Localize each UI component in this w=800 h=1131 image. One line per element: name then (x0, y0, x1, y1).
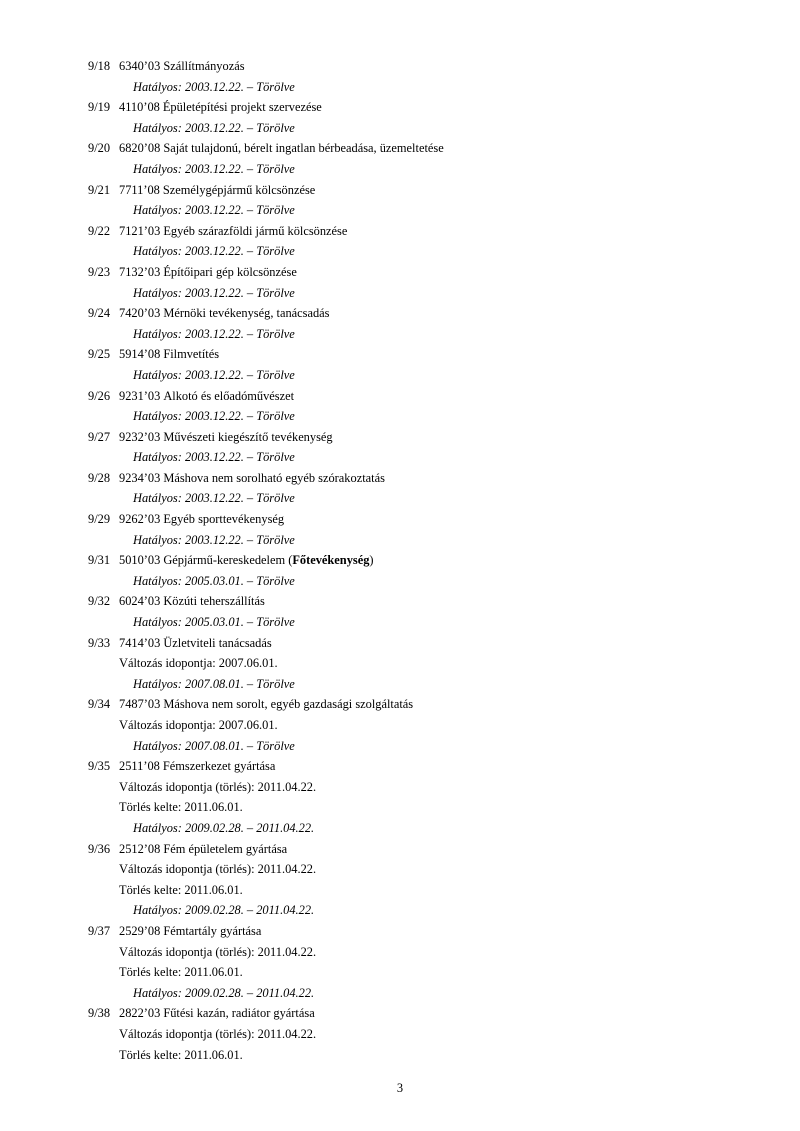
entry-number: 9/21 (88, 182, 111, 197)
entry-number: 9/20 (88, 141, 111, 156)
entry-heading (88, 756, 768, 777)
entry-heading (88, 56, 768, 77)
activity-name: Épületépítési projekt szervezése (162, 100, 322, 115)
activity-list (88, 56, 768, 1065)
validity-line: Hatályos: 2009.02.28. – 2011.04.22. (133, 985, 315, 1000)
activity-name: Filmvetítés (163, 347, 220, 362)
validity-line: Hatályos: 2003.12.22. – Törölve (133, 450, 295, 465)
validity-line: Hatályos: 2003.12.22. – Törölve (133, 367, 295, 382)
entry-number: 9/24 (88, 306, 111, 321)
activity-code: 9234’03 (119, 470, 161, 485)
activity-name: Személygépjármű kölcsönzése (162, 182, 316, 197)
validity-line: Hatályos: 2009.02.28. – 2011.04.22. (133, 820, 315, 835)
activity-entry (88, 97, 768, 138)
activity-code: 2511’08 (119, 759, 160, 774)
activity-entry (88, 427, 768, 468)
activity-entry (88, 262, 768, 303)
activity-name: Fémtartály gyártása (163, 923, 262, 938)
activity-entry (88, 180, 768, 221)
activity-entry (88, 591, 768, 632)
validity-line: Hatályos: 2005.03.01. – Törölve (133, 615, 295, 630)
activity-entry (88, 921, 768, 1003)
activity-entry (88, 138, 768, 179)
activity-code: 2512’08 (119, 841, 161, 856)
entry-heading (88, 694, 768, 715)
activity-entry (88, 839, 768, 921)
validity-line: Hatályos: 2005.03.01. – Törölve (133, 573, 295, 588)
activity-code: 5010’03 (119, 553, 161, 568)
activity-name: Fémszerkezet gyártása (162, 759, 276, 774)
validity-line: Hatályos: 2009.02.28. – 2011.04.22. (133, 903, 315, 918)
change-note: Törlés kelte: 2011.06.01. (119, 882, 243, 897)
entry-number: 9/38 (88, 1006, 111, 1021)
activity-name: Üzletviteli tanácsadás (163, 635, 272, 650)
activity-name: Fém épületelem gyártása (163, 841, 288, 856)
entry-heading (88, 509, 768, 530)
entry-number: 9/26 (88, 388, 111, 403)
activity-code: 4110’08 (119, 100, 160, 115)
activity-code: 9231’03 (119, 388, 161, 403)
change-note: Törlés kelte: 2011.06.01. (119, 965, 243, 980)
entry-heading (88, 921, 768, 942)
entry-heading (88, 839, 768, 860)
activity-entry (88, 550, 768, 591)
activity-entry (88, 221, 768, 262)
activity-code: 7414’03 (119, 635, 161, 650)
entry-heading (88, 303, 768, 324)
validity-line: Hatályos: 2007.08.01. – Törölve (133, 676, 295, 691)
entry-number: 9/34 (88, 697, 111, 712)
validity-line: Hatályos: 2003.12.22. – Törölve (133, 532, 295, 547)
activity-code: 7420’03 (119, 306, 161, 321)
activity-entry (88, 303, 768, 344)
validity-line: Hatályos: 2003.12.22. – Törölve (133, 203, 295, 218)
validity-line: Hatályos: 2003.12.22. – Törölve (133, 244, 295, 259)
validity-line: Hatályos: 2003.12.22. – Törölve (133, 326, 295, 341)
activity-code: 7487’03 (119, 697, 161, 712)
activity-code: 6340’03 (119, 59, 161, 73)
activity-name: Saját tulajdonú, bérelt ingatlan bérbeadása, üzemeltetése (163, 141, 444, 156)
change-note: Törlés kelte: 2011.06.01. (119, 800, 243, 815)
entry-heading (88, 550, 768, 571)
change-note: Változás idopontja: 2007.06.01. (119, 718, 278, 732)
entry-heading (88, 1003, 768, 1024)
activity-code: 7711’08 (119, 182, 160, 197)
entry-heading (88, 97, 768, 118)
activity-entry (88, 56, 768, 97)
entry-number: 9/23 (88, 264, 111, 279)
validity-line: Hatályos: 2003.12.22. – Törölve (133, 285, 295, 300)
change-note: Törlés kelte: 2011.06.01. (119, 1047, 243, 1062)
main-activity-marker: Főtevékenység (292, 553, 370, 568)
entry-number: 9/19 (88, 100, 111, 115)
entry-number: 9/28 (88, 470, 111, 485)
entry-number: 9/31 (88, 553, 111, 568)
activity-name: Közúti teherszállítás (163, 594, 265, 609)
activity-name: Egyéb sporttevékenység (163, 512, 285, 527)
activity-name: Alkotó és előadóművészet (163, 388, 295, 403)
activity-entry (88, 694, 768, 756)
activity-name: Szállítmányozás (163, 59, 245, 73)
entry-number: 9/18 (88, 59, 111, 73)
entry-heading (88, 427, 768, 448)
entry-number: 9/35 (88, 759, 111, 774)
validity-line: Hatályos: 2003.12.22. – Törölve (133, 491, 295, 506)
validity-line: Hatályos: 2003.12.22. – Törölve (133, 79, 295, 94)
activity-entry (88, 509, 768, 550)
change-note: Változás idopontja (törlés): 2011.04.22. (119, 944, 317, 959)
entry-heading (88, 633, 768, 654)
entry-number: 9/27 (88, 429, 111, 444)
activity-name: Máshova nem sorolható egyéb szórakoztatás (163, 470, 385, 485)
entry-heading (88, 468, 768, 489)
entry-heading (88, 591, 768, 612)
activity-code: 2529’08 (119, 923, 161, 938)
activity-name: Mérnöki tevékenység, tanácsadás (163, 306, 330, 321)
activity-entry (88, 1003, 768, 1065)
entry-number: 9/36 (88, 841, 111, 856)
activity-name: Építőipari gép kölcsönzése (163, 264, 297, 279)
activity-code: 2822’03 (119, 1006, 161, 1021)
entry-heading (88, 138, 768, 159)
activity-entry (88, 468, 768, 509)
activity-code: 7132’03 (119, 264, 161, 279)
activity-entry (88, 756, 768, 838)
validity-line: Hatályos: 2003.12.22. – Törölve (133, 161, 295, 176)
activity-name: Művészeti kiegészítő tevékenység (163, 429, 333, 444)
entry-heading (88, 262, 768, 283)
activity-code: 5914’08 (119, 347, 161, 362)
activity-code: 6024’03 (119, 594, 161, 609)
activity-name: Gépjármű-kereskedelem ( (163, 553, 293, 568)
entry-heading (88, 180, 768, 201)
activity-name: Fűtési kazán, radiátor gyártása (163, 1006, 315, 1021)
validity-line: Hatályos: 2003.12.22. – Törölve (133, 409, 295, 424)
activity-entry (88, 344, 768, 385)
change-note: Változás idopontja (törlés): 2011.04.22. (119, 1026, 317, 1041)
activity-name-suffix: ) (369, 553, 374, 568)
entry-number: 9/22 (88, 223, 111, 238)
entry-heading (88, 221, 768, 242)
validity-line: Hatályos: 2003.12.22. – Törölve (133, 120, 295, 135)
activity-code: 9262’03 (119, 512, 161, 527)
entry-number: 9/32 (88, 594, 111, 609)
entry-number: 9/29 (88, 512, 111, 527)
activity-name: Máshova nem sorolt, egyéb gazdasági szolgáltatás (163, 697, 414, 712)
change-note: Változás idopontja (törlés): 2011.04.22. (119, 862, 317, 877)
entry-heading (88, 386, 768, 407)
entry-number: 9/37 (88, 923, 111, 938)
change-note: Változás idopontja: 2007.06.01. (119, 656, 278, 671)
activity-name: Egyéb szárazföldi jármű kölcsönzése (163, 223, 348, 238)
activity-code: 7121’03 (119, 223, 161, 238)
entry-number: 9/33 (88, 635, 111, 650)
change-note: Változás idopontja (törlés): 2011.04.22. (119, 779, 317, 794)
entry-number: 9/25 (88, 347, 111, 362)
activity-code: 6820’08 (119, 141, 161, 156)
entry-heading (88, 344, 768, 365)
activity-code: 9232’03 (119, 429, 161, 444)
activity-entry (88, 386, 768, 427)
activity-entry (88, 633, 768, 695)
page-number: 3 (396, 1081, 404, 1095)
validity-line: Hatályos: 2007.08.01. – Törölve (133, 738, 295, 753)
